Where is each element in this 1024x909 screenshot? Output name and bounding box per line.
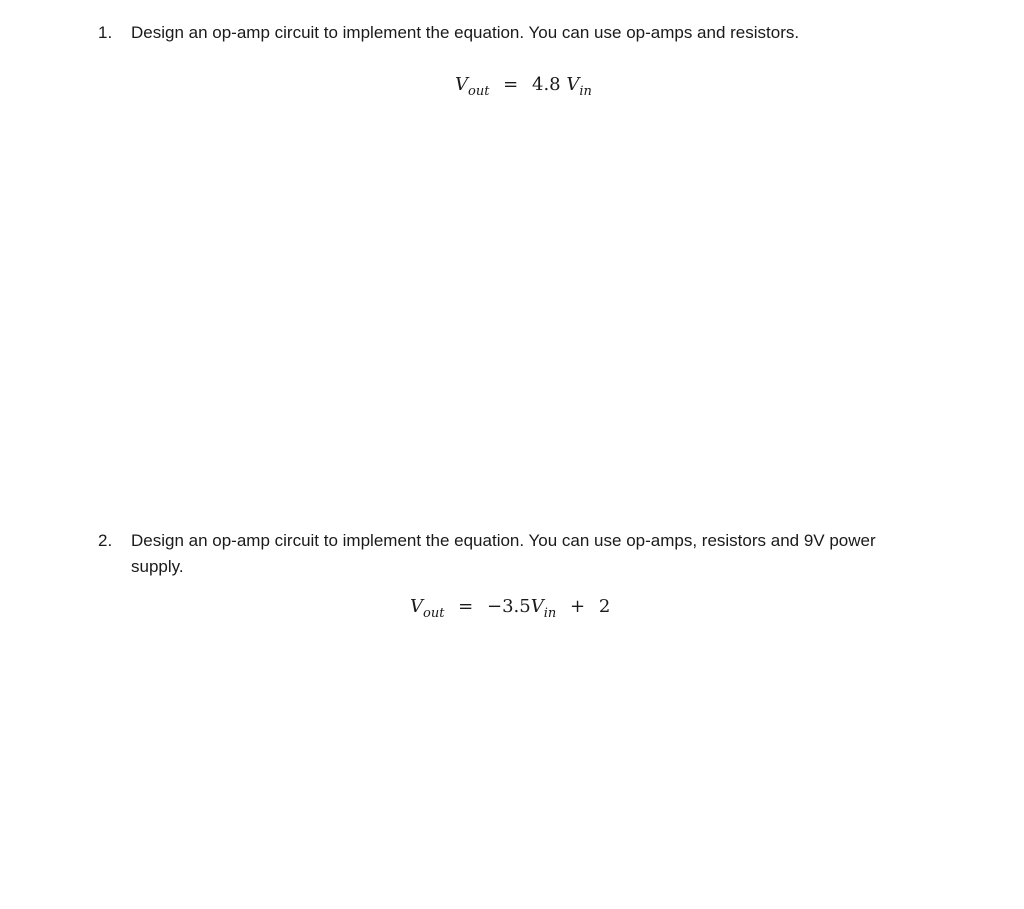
question-2	[98, 528, 898, 580]
question-1-row	[98, 20, 898, 46]
question-1	[98, 20, 898, 46]
equation-2-lhs-var: V	[410, 596, 423, 617]
equation-2-plus: +	[569, 596, 586, 617]
equation-1-lhs-sub: out	[468, 84, 490, 99]
equation-2-lhs-sub: out	[423, 606, 445, 621]
question-2-row	[98, 528, 898, 580]
equation-2-coef: −3.5	[487, 596, 531, 617]
equation-2-const: 2	[598, 596, 611, 617]
equation-1-rhs-var: V	[566, 74, 580, 95]
question-1-number: 1.	[98, 23, 113, 42]
question-2-number: 2.	[98, 531, 113, 550]
equation-2	[410, 596, 611, 621]
equation-2-rhs-var: V	[530, 596, 544, 617]
equation-1-rhs-sub: in	[579, 84, 592, 99]
equation-1	[455, 74, 592, 99]
equation-2-equals: =	[458, 596, 474, 617]
equation-1-coef: 4.8	[532, 74, 561, 95]
equation-1-lhs-var: V	[455, 74, 468, 95]
equation-2-rhs-sub: in	[543, 606, 557, 621]
question-1-text: Design an op-amp circuit to implement the equation. You can use op-amps and resistors.	[131, 23, 800, 42]
question-2-text: Design an op-amp circuit to implement the equation. You can use op-amps, resistors and 9V power supply.	[131, 531, 876, 576]
equation-1-equals: =	[503, 74, 519, 95]
